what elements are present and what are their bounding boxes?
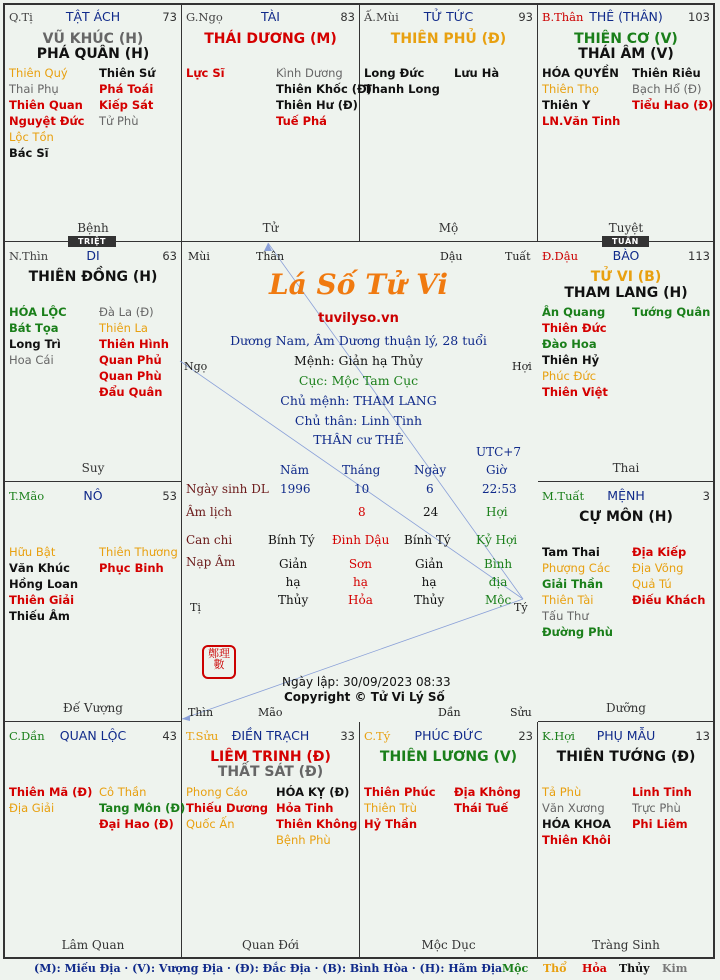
life-stage: Đế Vượng [63, 701, 123, 715]
triet-badge: TRIỆT [68, 236, 116, 247]
star: Thiên Thương [99, 545, 178, 559]
star: Thiên La [99, 321, 148, 335]
star: Điếu Khách [632, 593, 706, 607]
than-line: THÂN cư THÊ [313, 432, 404, 447]
palace-phu-mau [538, 722, 715, 959]
canchi-year: Bính Tý [268, 533, 315, 547]
palace-number: 33 [340, 729, 355, 743]
palace-can: M.Tuất [542, 489, 585, 503]
star: HÓA QUYỀN [542, 66, 619, 80]
star: Lực Sĩ [186, 66, 225, 80]
star: Địa Kiếp [632, 545, 687, 559]
napam-hour [484, 555, 512, 609]
palace-tat-ach [3, 3, 182, 242]
star: Lưu Hà [454, 66, 500, 80]
palace-name: ĐIỀN TRẠCH [231, 728, 310, 743]
main-star-1: TỬ VI (B) [590, 269, 662, 285]
palace-name: TẬT ÁCH [65, 9, 121, 24]
main-star-1: THIÊN CƠ (V) [574, 31, 678, 47]
star: Nguyệt Đức [9, 114, 85, 128]
palace-can: B.Thân [542, 10, 584, 24]
branch-mui: Mùi [188, 250, 210, 263]
main-star-2: THAM LANG (H) [564, 285, 688, 301]
main-star-1: THIÊN ĐỒNG (H) [28, 269, 158, 285]
star: Tướng Quân [632, 305, 711, 319]
napam-word: Sơn [348, 557, 373, 571]
napam-word: Mộc [484, 593, 512, 607]
palace-can: Q.Tị [9, 10, 33, 24]
life-stage: Bệnh [77, 221, 109, 235]
palace-menh [538, 482, 715, 722]
star: Bệnh Phù [276, 833, 331, 847]
palace-name: TỬ TỨC [423, 9, 474, 24]
palace-di [3, 242, 182, 482]
col-day: Ngày [414, 463, 447, 477]
star: Bác Sĩ [9, 146, 49, 160]
palace-the [538, 3, 715, 242]
branch-mao: Mão [258, 706, 283, 719]
branch-suu: Sửu [510, 706, 532, 719]
palace-number: 113 [688, 249, 710, 263]
palace-name: THÊ (THÂN) [589, 9, 663, 24]
napam-word: hạ [285, 575, 301, 589]
palace-number: 73 [162, 10, 177, 24]
chu-menh-line: Chủ mệnh: THAM LANG [280, 393, 437, 408]
palace-can: C.Tý [364, 729, 391, 743]
star: Hữu Bật [9, 545, 56, 559]
al-hour: Hợi [486, 505, 508, 519]
copyright: Copyright © Tử Vi Lý Số [284, 690, 445, 704]
star: HÓA LỘC [9, 305, 67, 319]
created-date: Ngày lập: 30/09/2023 08:33 [282, 675, 451, 689]
palace-name: BÀO [612, 248, 640, 263]
star: Lộc Tồn [9, 130, 54, 144]
al-label: Âm lịch [186, 505, 232, 519]
napam-month [348, 555, 373, 609]
star: LN.Văn Tinh [542, 114, 621, 128]
star: Tam Thai [542, 545, 600, 559]
palace-can: N.Thìn [9, 249, 49, 263]
palace-can: K.Hợi [542, 729, 575, 743]
legend-moc: Mộc [502, 962, 529, 975]
star: Thiên Khôi [542, 833, 611, 847]
star: Địa Không [454, 785, 521, 799]
palace-number: 63 [162, 249, 177, 263]
palace-can: T.Sửu [186, 729, 219, 743]
legend-hoa: Hỏa [582, 962, 607, 975]
napam-word: Giản [414, 557, 444, 571]
star: Thiên Tài [542, 593, 594, 607]
star: Đường Phù [542, 625, 613, 639]
cuc-line: Cục: Mộc Tam Cục [298, 373, 419, 388]
star: Quan Phù [99, 369, 162, 383]
napam-word: Bình [484, 557, 513, 571]
chart-logo: Lá Số Tử Vi [268, 268, 449, 301]
palace-name: QUAN LỘC [59, 728, 127, 743]
life-stage: Thai [612, 461, 640, 475]
palace-can: G.Ngọ [186, 10, 223, 24]
star: Bạch Hổ (Đ) [632, 82, 702, 96]
dl-year: 1996 [280, 482, 311, 496]
star: Thiên Y [542, 98, 591, 112]
dl-label: Ngày sinh DL [186, 482, 269, 496]
star: Thiên Riêu [632, 66, 701, 80]
main-star-1: LIÊM TRINH (Đ) [210, 749, 331, 765]
star: Thiên Quý [9, 66, 68, 80]
star: Kình Dương [276, 66, 343, 80]
star: Phi Liêm [632, 817, 688, 831]
napam-word: Thủy [278, 593, 309, 607]
star: Phục Binh [99, 561, 164, 575]
palace-number: 103 [688, 10, 710, 24]
napam-word: hạ [421, 575, 437, 589]
star: Trực Phù [632, 801, 681, 815]
chart-center [180, 241, 537, 721]
branch-thin: Thìn [188, 706, 214, 719]
life-stage: Lâm Quan [61, 938, 125, 952]
star: Quốc Ấn [186, 817, 235, 831]
al-month: 8 [358, 505, 366, 519]
main-star-2: PHÁ QUÂN (H) [36, 46, 150, 62]
star: Thanh Long [364, 82, 440, 96]
napam-word: Giản [278, 557, 308, 571]
dl-day: 6 [426, 482, 434, 496]
star: Thiên Hình [99, 337, 169, 351]
legend-tho: Thổ [543, 962, 567, 975]
napam-word: địa [488, 575, 508, 589]
legend-kim: Kim [662, 962, 688, 975]
star: Quả Tú [632, 577, 672, 591]
palace-tai [182, 3, 372, 242]
star: Tả Phù [542, 785, 582, 799]
branch-dau: Dậu [440, 250, 463, 263]
palace-number: 53 [162, 489, 177, 503]
star: Thiên Trù [364, 801, 417, 815]
palace-name: NÔ [83, 488, 103, 503]
life-stage: Tử [262, 221, 279, 235]
star: Đẩu Quân [99, 385, 163, 399]
star: Thiên Đức [542, 321, 607, 335]
star: Thiên Thọ [542, 82, 599, 96]
main-star-1: VŨ KHÚC (H) [42, 31, 144, 47]
palace-can: Ấ.Mùi [364, 10, 399, 24]
napam-word: hạ [352, 575, 368, 589]
star: Thái Tuế [454, 801, 509, 815]
main-star-1: THIÊN LƯƠNG (V) [379, 749, 518, 765]
col-month: Tháng [342, 463, 381, 477]
main-star-1: CỰ MÔN (H) [579, 509, 673, 525]
palace-number: 43 [162, 729, 177, 743]
star: Phúc Đức [542, 369, 597, 383]
palace-number: 3 [702, 489, 710, 503]
star: Địa Giải [9, 801, 55, 815]
star: HÓA KHOA [542, 817, 611, 831]
life-stage: Tuyệt [608, 221, 644, 235]
palace-bao [538, 242, 715, 482]
star: Tiểu Hao (Đ) [632, 98, 714, 112]
palace-tu-tuc [360, 3, 538, 242]
main-star-1: THIÊN TƯỚNG (Đ) [556, 749, 696, 765]
star: Bát Tọa [9, 321, 59, 335]
life-stage: Dưỡng [606, 701, 646, 715]
col-year: Năm [280, 463, 310, 477]
star: Địa Võng [632, 561, 684, 575]
star: Phá Toái [99, 82, 154, 96]
star: Kiếp Sát [99, 98, 154, 112]
star: Đà La (Đ) [99, 305, 154, 319]
star: Thiên Sứ [99, 66, 156, 80]
star: Đào Hoa [542, 337, 597, 351]
life-stage: Suy [81, 461, 105, 475]
palace-name: MỆNH [607, 488, 645, 503]
al-day: 24 [423, 505, 439, 519]
col-hour: Giờ [486, 463, 507, 477]
palace-can: Đ.Dậu [542, 249, 579, 263]
star: HÓA KỴ (Đ) [276, 785, 350, 799]
palace-number: 83 [340, 10, 355, 24]
star: Thiên Quan [9, 98, 83, 112]
menh-line: Mệnh: Giản hạ Thủy [294, 353, 423, 368]
palace-name: PHỤ MẪU [596, 728, 656, 743]
dl-month: 10 [354, 482, 370, 496]
life-stage: Quan Đới [241, 938, 299, 952]
star: Thiếu Dương [186, 801, 269, 815]
canchi-month: Đinh Dậu [332, 533, 390, 547]
main-star-2: THẤT SÁT (Đ) [217, 764, 324, 780]
star: Thiên Hư (Đ) [276, 98, 358, 112]
star: Thiên Mã (Đ) [9, 785, 93, 799]
star: Thai Phụ [9, 82, 59, 96]
branch-tuat: Tuất [505, 250, 531, 263]
red-seal-stamp: 鄭理數 [202, 645, 236, 679]
branch-ty: Tý [514, 601, 528, 614]
napam-day [414, 555, 444, 609]
star: Hỷ Thần [364, 817, 418, 831]
palace-quan-loc [3, 722, 186, 959]
main-star-1: THÁI DƯƠNG (M) [204, 31, 337, 47]
star: Tuế Phá [276, 114, 327, 128]
star: Thiên Không [276, 817, 358, 831]
palace-number: 93 [518, 10, 533, 24]
napam-label: Nạp Âm [186, 555, 236, 569]
star: Giải Thần [542, 577, 604, 591]
legend-brightness: (M): Miếu Địa · (V): Vượng Địa · (Đ): Đắc Địa · (B): Bình Hòa · (H): Hãm Địa [34, 962, 503, 975]
star: Cô Thần [99, 785, 147, 799]
palace-dien-trach [182, 722, 360, 959]
star: Thiên Hỷ [542, 353, 600, 367]
napam-year [278, 555, 308, 609]
star: Hỏa Tinh [276, 801, 334, 815]
branch-hoi: Hợi [512, 360, 532, 373]
star: Linh Tinh [632, 785, 692, 799]
star: Ân Quang [542, 305, 606, 319]
star: Phong Cáo [186, 785, 248, 799]
palace-name: PHÚC ĐỨC [414, 728, 483, 743]
star: Hồng Loan [9, 577, 79, 591]
branch-ti: Tị [190, 601, 201, 614]
canchi-day: Bính Tý [404, 533, 451, 547]
star: Long Đức [364, 66, 425, 80]
tuan-badge: TUẦN [602, 236, 649, 247]
star: Quan Phủ [99, 353, 162, 367]
life-stage: Mộc Dục [421, 938, 476, 952]
palace-number: 13 [695, 729, 710, 743]
life-stage: Mộ [438, 221, 459, 235]
star: Thiên Khốc (Đ) [276, 82, 372, 96]
star: Phượng Các [542, 561, 611, 575]
star: Văn Khúc [9, 561, 70, 575]
star: Tấu Thư [542, 609, 589, 623]
chu-than-line: Chủ thân: Linh Tinh [294, 413, 423, 428]
main-star-2: THÁI ÂM (V) [578, 46, 674, 62]
star: Thiên Phúc [364, 785, 436, 799]
star: Hoa Cái [9, 353, 54, 367]
star: Thiên Việt [542, 385, 608, 399]
star: Long Trì [9, 337, 61, 351]
star: Thiếu Âm [9, 609, 70, 623]
napam-word: Hỏa [348, 593, 373, 607]
main-star-1: THIÊN PHỦ (Đ) [390, 31, 507, 47]
star: Văn Xương [542, 801, 605, 815]
site-name: tuvilyso.vn [318, 311, 399, 326]
star: Thiên Giải [9, 593, 75, 607]
branch-than: Thân [256, 250, 285, 263]
palace-no [3, 482, 182, 722]
timezone: UTC+7 [476, 445, 521, 459]
star: Đại Hao (Đ) [99, 817, 174, 831]
legend-thuy: Thủy [619, 962, 650, 975]
star: Tang Môn (Đ) [99, 801, 186, 815]
star: Tử Phù [99, 114, 139, 128]
branch-dan: Dần [438, 706, 461, 719]
palace-number: 23 [518, 729, 533, 743]
palace-name: TÀI [261, 9, 280, 24]
branch-ngo: Ngọ [184, 360, 208, 373]
palace-phuc-duc [360, 722, 538, 959]
gender-age-line: Dương Nam, Âm Dương thuận lý, 28 tuổi [230, 333, 487, 348]
napam-word: Thủy [414, 593, 445, 607]
dl-hour: 22:53 [482, 482, 517, 496]
palace-name: DI [86, 248, 100, 263]
palace-can: C.Dần [9, 729, 45, 743]
palace-can: T.Mão [9, 489, 45, 503]
life-stage: Tràng Sinh [592, 938, 660, 952]
canchi-label: Can chi [186, 533, 233, 547]
canchi-hour: Kỷ Hợi [476, 533, 518, 547]
